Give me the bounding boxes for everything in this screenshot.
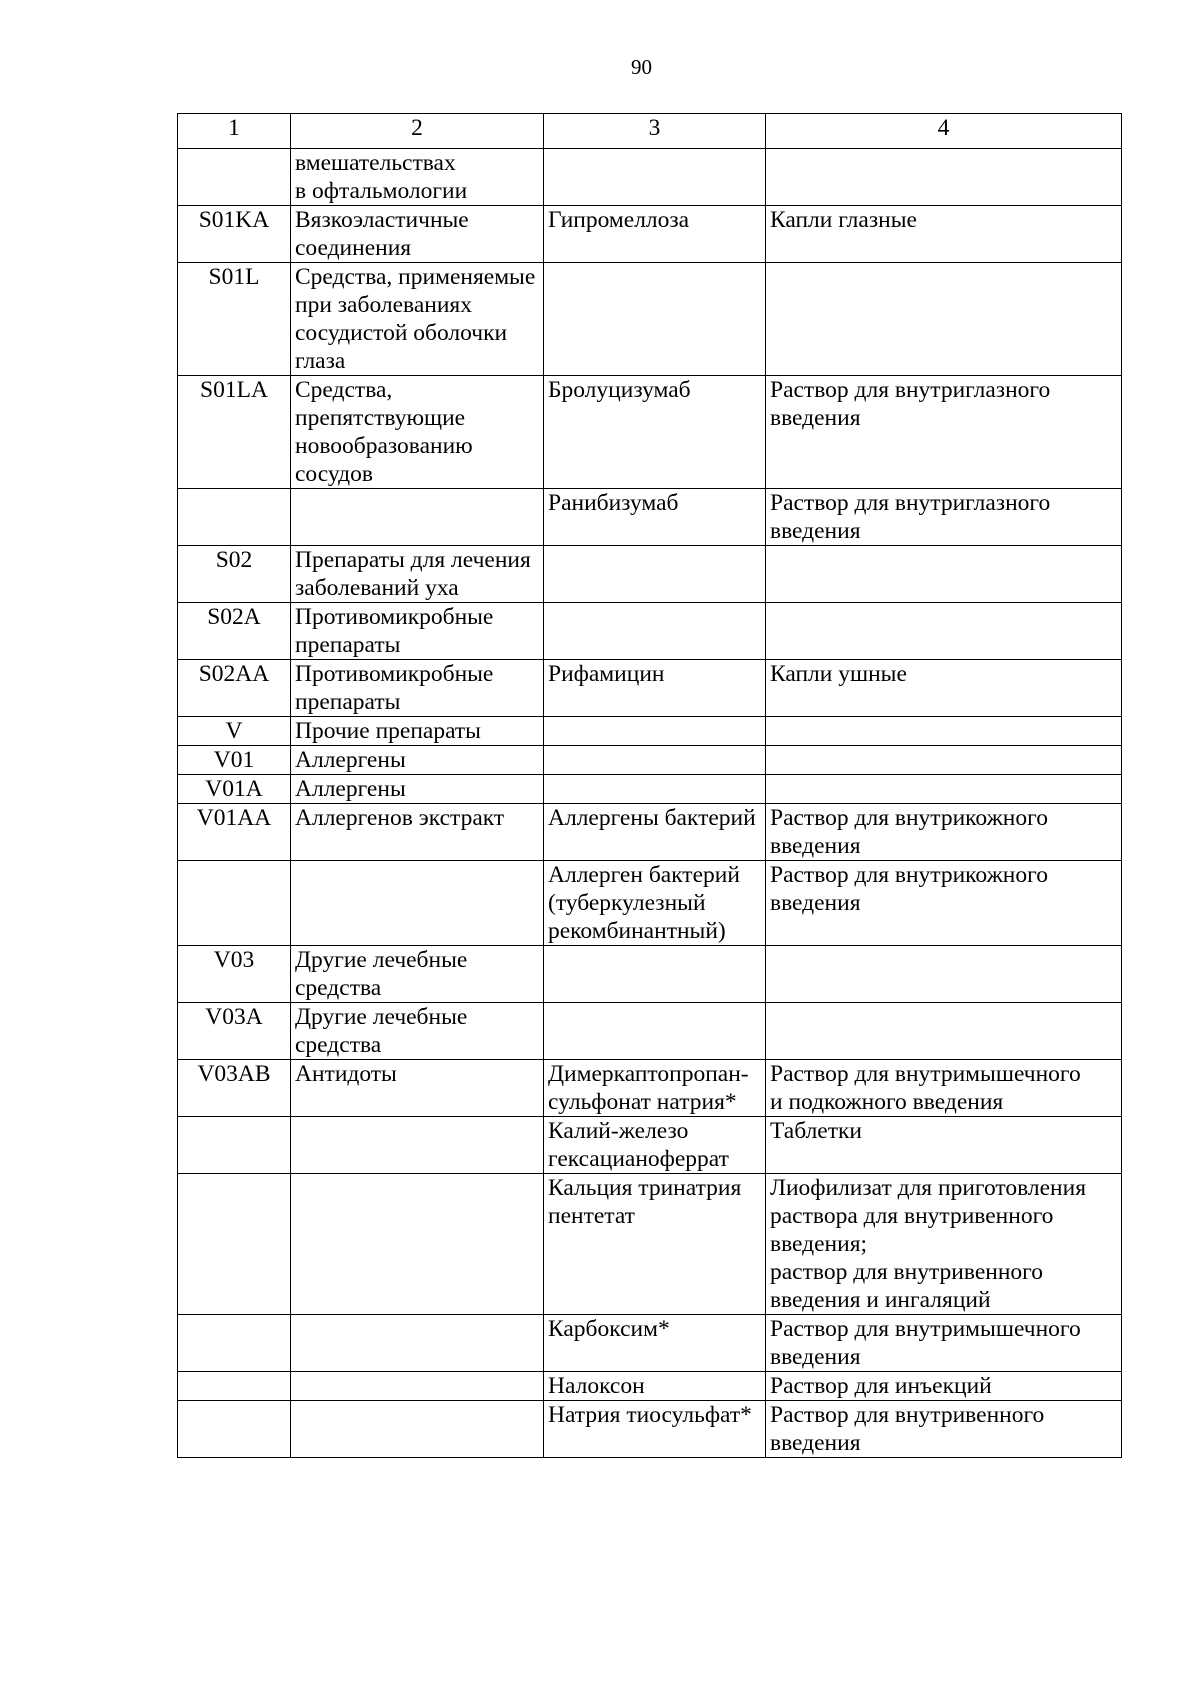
group-name-line: Средства, bbox=[295, 377, 393, 403]
dosage-form-line: Раствор для внутривенного bbox=[770, 1402, 1045, 1428]
drug-name-line: Карбоксим* bbox=[548, 1316, 670, 1342]
drug-name-cell bbox=[544, 1117, 766, 1174]
drug-name-cell bbox=[544, 376, 766, 489]
table-row bbox=[178, 376, 1122, 489]
atc-code-cell: V01 bbox=[178, 746, 291, 775]
atc-code-cell: V01A bbox=[178, 775, 291, 804]
group-name-cell bbox=[291, 861, 544, 946]
dosage-form-cell bbox=[766, 1315, 1122, 1372]
group-name-cell bbox=[291, 1372, 544, 1401]
table-row bbox=[178, 1003, 1122, 1060]
table-row bbox=[178, 717, 1122, 746]
table-row bbox=[178, 1372, 1122, 1401]
dosage-form-line: раствор для внутривенного bbox=[770, 1259, 1043, 1285]
table-row bbox=[178, 946, 1122, 1003]
group-name-line: Другие лечебные bbox=[295, 947, 468, 973]
drug-name-line: гексацианоферрат bbox=[548, 1146, 729, 1172]
table-row bbox=[178, 775, 1122, 804]
group-name-cell bbox=[291, 1315, 544, 1372]
atc-code-cell bbox=[178, 149, 291, 206]
dosage-form-cell bbox=[766, 546, 1122, 603]
group-name-line: заболеваний уха bbox=[295, 575, 459, 601]
group-name-cell bbox=[291, 263, 544, 376]
dosage-form-cell bbox=[766, 489, 1122, 546]
table-row bbox=[178, 149, 1122, 206]
table-row bbox=[178, 804, 1122, 861]
drug-name-line: Гипромеллоза bbox=[548, 207, 690, 233]
table-row bbox=[178, 861, 1122, 946]
group-name-cell bbox=[291, 1174, 544, 1315]
group-name-line: средства bbox=[295, 1032, 382, 1058]
dosage-form-line: и подкожного введения bbox=[770, 1089, 1004, 1115]
atc-code-cell bbox=[178, 861, 291, 946]
atc-code-cell: S02A bbox=[178, 603, 291, 660]
group-name-line: вмешательствах bbox=[295, 150, 456, 176]
group-name-line: в офтальмологии bbox=[295, 178, 468, 204]
table-row bbox=[178, 489, 1122, 546]
group-name-line: Другие лечебные bbox=[295, 1004, 468, 1030]
atc-code-cell: S01KA bbox=[178, 206, 291, 263]
drug-name-cell bbox=[544, 1401, 766, 1458]
group-name-cell bbox=[291, 1003, 544, 1060]
table-row bbox=[178, 746, 1122, 775]
dosage-form-line: введения bbox=[770, 518, 861, 544]
group-name-line: Средства, применяемые bbox=[295, 264, 536, 290]
drug-name-line: Димеркаптопропан- bbox=[548, 1061, 749, 1087]
table-row bbox=[178, 1117, 1122, 1174]
group-name-cell bbox=[291, 717, 544, 746]
drug-name-line: Аллерген бактерий bbox=[548, 862, 740, 888]
group-name-line: Прочие препараты bbox=[295, 718, 481, 744]
dosage-form-line: Раствор для внутримышечного bbox=[770, 1061, 1081, 1087]
dosage-form-cell bbox=[766, 746, 1122, 775]
group-name-line: Антидоты bbox=[295, 1061, 397, 1087]
dosage-form-line: Раствор для внутриглазного bbox=[770, 490, 1051, 516]
group-name-cell bbox=[291, 1117, 544, 1174]
dosage-form-cell bbox=[766, 861, 1122, 946]
drug-name-cell bbox=[544, 660, 766, 717]
column-header-3: 3 bbox=[544, 114, 766, 149]
drug-name-cell bbox=[544, 489, 766, 546]
group-name-cell bbox=[291, 376, 544, 489]
group-name-line: Аллергены bbox=[295, 776, 406, 802]
dosage-form-line: введения bbox=[770, 833, 861, 859]
group-name-line: сосудистой оболочки bbox=[295, 320, 508, 346]
group-name-cell bbox=[291, 206, 544, 263]
atc-code-cell bbox=[178, 1401, 291, 1458]
drug-name-cell bbox=[544, 206, 766, 263]
group-name-cell bbox=[291, 804, 544, 861]
group-name-cell bbox=[291, 946, 544, 1003]
dosage-form-cell bbox=[766, 1003, 1122, 1060]
table-row bbox=[178, 206, 1122, 263]
group-name-cell bbox=[291, 775, 544, 804]
table-row bbox=[178, 1060, 1122, 1117]
dosage-form-line: Раствор для внутрикожного bbox=[770, 862, 1048, 888]
dosage-form-line: введения и ингаляций bbox=[770, 1287, 991, 1313]
group-name-line: Противомикробные bbox=[295, 604, 494, 630]
drug-name-line: Налоксон bbox=[548, 1373, 645, 1399]
drug-name-cell bbox=[544, 1315, 766, 1372]
drug-table bbox=[177, 113, 1122, 1458]
drug-name-line: сульфонат натрия* bbox=[548, 1089, 737, 1115]
atc-code-cell: V01AA bbox=[178, 804, 291, 861]
dosage-form-cell bbox=[766, 946, 1122, 1003]
group-name-line: препараты bbox=[295, 689, 401, 715]
group-name-line: Вязкоэластичные bbox=[295, 207, 469, 233]
group-name-line: Противомикробные bbox=[295, 661, 494, 687]
table-row bbox=[178, 603, 1122, 660]
atc-code-cell bbox=[178, 1372, 291, 1401]
drug-name-cell bbox=[544, 263, 766, 376]
dosage-form-line: введения bbox=[770, 1344, 861, 1370]
dosage-form-cell bbox=[766, 1117, 1122, 1174]
atc-code-cell: V03A bbox=[178, 1003, 291, 1060]
table-row bbox=[178, 546, 1122, 603]
atc-code-cell: V03 bbox=[178, 946, 291, 1003]
dosage-form-line: Капли глазные bbox=[770, 207, 917, 233]
dosage-form-line: Раствор для внутриглазного bbox=[770, 377, 1051, 403]
group-name-line: соединения bbox=[295, 235, 412, 261]
drug-name-cell bbox=[544, 546, 766, 603]
dosage-form-cell bbox=[766, 775, 1122, 804]
group-name-line: сосудов bbox=[295, 461, 373, 487]
table-header-row bbox=[178, 114, 1122, 149]
group-name-cell bbox=[291, 546, 544, 603]
drug-name-cell bbox=[544, 603, 766, 660]
drug-name-line: Натрия тиосульфат* bbox=[548, 1402, 752, 1428]
group-name-line: Аллергены bbox=[295, 747, 406, 773]
dosage-form-cell bbox=[766, 1372, 1122, 1401]
group-name-line: глаза bbox=[295, 348, 346, 374]
drug-name-cell bbox=[544, 804, 766, 861]
atc-code-cell bbox=[178, 1117, 291, 1174]
drug-name-cell bbox=[544, 1372, 766, 1401]
drug-name-cell bbox=[544, 946, 766, 1003]
group-name-line: препараты bbox=[295, 632, 401, 658]
atc-code-cell: V bbox=[178, 717, 291, 746]
dosage-form-cell bbox=[766, 603, 1122, 660]
dosage-form-cell bbox=[766, 1060, 1122, 1117]
dosage-form-line: Раствор для инъекций bbox=[770, 1373, 992, 1399]
table-row bbox=[178, 1401, 1122, 1458]
page-number: 90 bbox=[631, 55, 652, 79]
dosage-form-line: введения bbox=[770, 405, 861, 431]
drug-name-line: Рифамицин bbox=[548, 661, 665, 687]
dosage-form-cell bbox=[766, 804, 1122, 861]
atc-code-cell: S02AA bbox=[178, 660, 291, 717]
atc-code-cell bbox=[178, 1174, 291, 1315]
atc-code-cell: S01L bbox=[178, 263, 291, 376]
atc-code-cell: V03AB bbox=[178, 1060, 291, 1117]
drug-name-cell bbox=[544, 717, 766, 746]
drug-name-cell bbox=[544, 861, 766, 946]
drug-name-line: рекомбинантный) bbox=[548, 918, 726, 944]
drug-name-line: Аллергены бактерий bbox=[548, 805, 756, 831]
column-header-4: 4 bbox=[766, 114, 1122, 149]
dosage-form-line: введения; bbox=[770, 1231, 868, 1257]
drug-name-cell bbox=[544, 1060, 766, 1117]
atc-code-cell: S02 bbox=[178, 546, 291, 603]
drug-name-line: Кальция тринатрия bbox=[548, 1175, 742, 1201]
group-name-line: при заболеваниях bbox=[295, 292, 472, 318]
drug-name-cell bbox=[544, 149, 766, 206]
group-name-cell bbox=[291, 660, 544, 717]
drug-name-cell bbox=[544, 775, 766, 804]
group-name-line: препятствующие bbox=[295, 405, 466, 431]
atc-code-cell bbox=[178, 1315, 291, 1372]
dosage-form-line: Раствор для внутримышечного bbox=[770, 1316, 1081, 1342]
group-name-line: Препараты для лечения bbox=[295, 547, 531, 573]
group-name-line: средства bbox=[295, 975, 382, 1001]
table-row bbox=[178, 1315, 1122, 1372]
dosage-form-cell bbox=[766, 263, 1122, 376]
drug-name-line: Калий-железо bbox=[548, 1118, 689, 1144]
group-name-cell bbox=[291, 603, 544, 660]
dosage-form-line: Раствор для внутрикожного bbox=[770, 805, 1048, 831]
group-name-cell bbox=[291, 746, 544, 775]
group-name-cell bbox=[291, 489, 544, 546]
drug-name-cell bbox=[544, 746, 766, 775]
dosage-form-line: раствора для внутривенного bbox=[770, 1203, 1054, 1229]
table-row bbox=[178, 660, 1122, 717]
dosage-form-cell bbox=[766, 1174, 1122, 1315]
dosage-form-line: Лиофилизат для приготовления bbox=[770, 1175, 1086, 1201]
drug-name-line: Ранибизумаб bbox=[548, 490, 679, 516]
table-row bbox=[178, 263, 1122, 376]
dosage-form-cell bbox=[766, 149, 1122, 206]
dosage-form-cell bbox=[766, 660, 1122, 717]
drug-name-line: (туберкулезный bbox=[548, 890, 706, 916]
table-row bbox=[178, 1174, 1122, 1315]
dosage-form-cell bbox=[766, 376, 1122, 489]
group-name-line: Аллергенов экстракт bbox=[295, 805, 505, 831]
drug-name-line: пентетат bbox=[548, 1203, 635, 1229]
dosage-form-cell bbox=[766, 206, 1122, 263]
drug-name-cell bbox=[544, 1174, 766, 1315]
dosage-form-line: Капли ушные bbox=[770, 661, 907, 687]
group-name-line: новообразованию bbox=[295, 433, 473, 459]
atc-code-cell: S01LA bbox=[178, 376, 291, 489]
column-header-2: 2 bbox=[291, 114, 544, 149]
dosage-form-cell bbox=[766, 717, 1122, 746]
drug-name-cell bbox=[544, 1003, 766, 1060]
dosage-form-line: введения bbox=[770, 1430, 861, 1456]
group-name-cell bbox=[291, 1060, 544, 1117]
atc-code-cell bbox=[178, 489, 291, 546]
dosage-form-line: введения bbox=[770, 890, 861, 916]
group-name-cell bbox=[291, 1401, 544, 1458]
group-name-cell bbox=[291, 149, 544, 206]
dosage-form-line: Таблетки bbox=[770, 1118, 862, 1144]
column-header-1: 1 bbox=[178, 114, 291, 149]
dosage-form-cell bbox=[766, 1401, 1122, 1458]
drug-name-line: Бролуцизумаб bbox=[548, 377, 691, 403]
